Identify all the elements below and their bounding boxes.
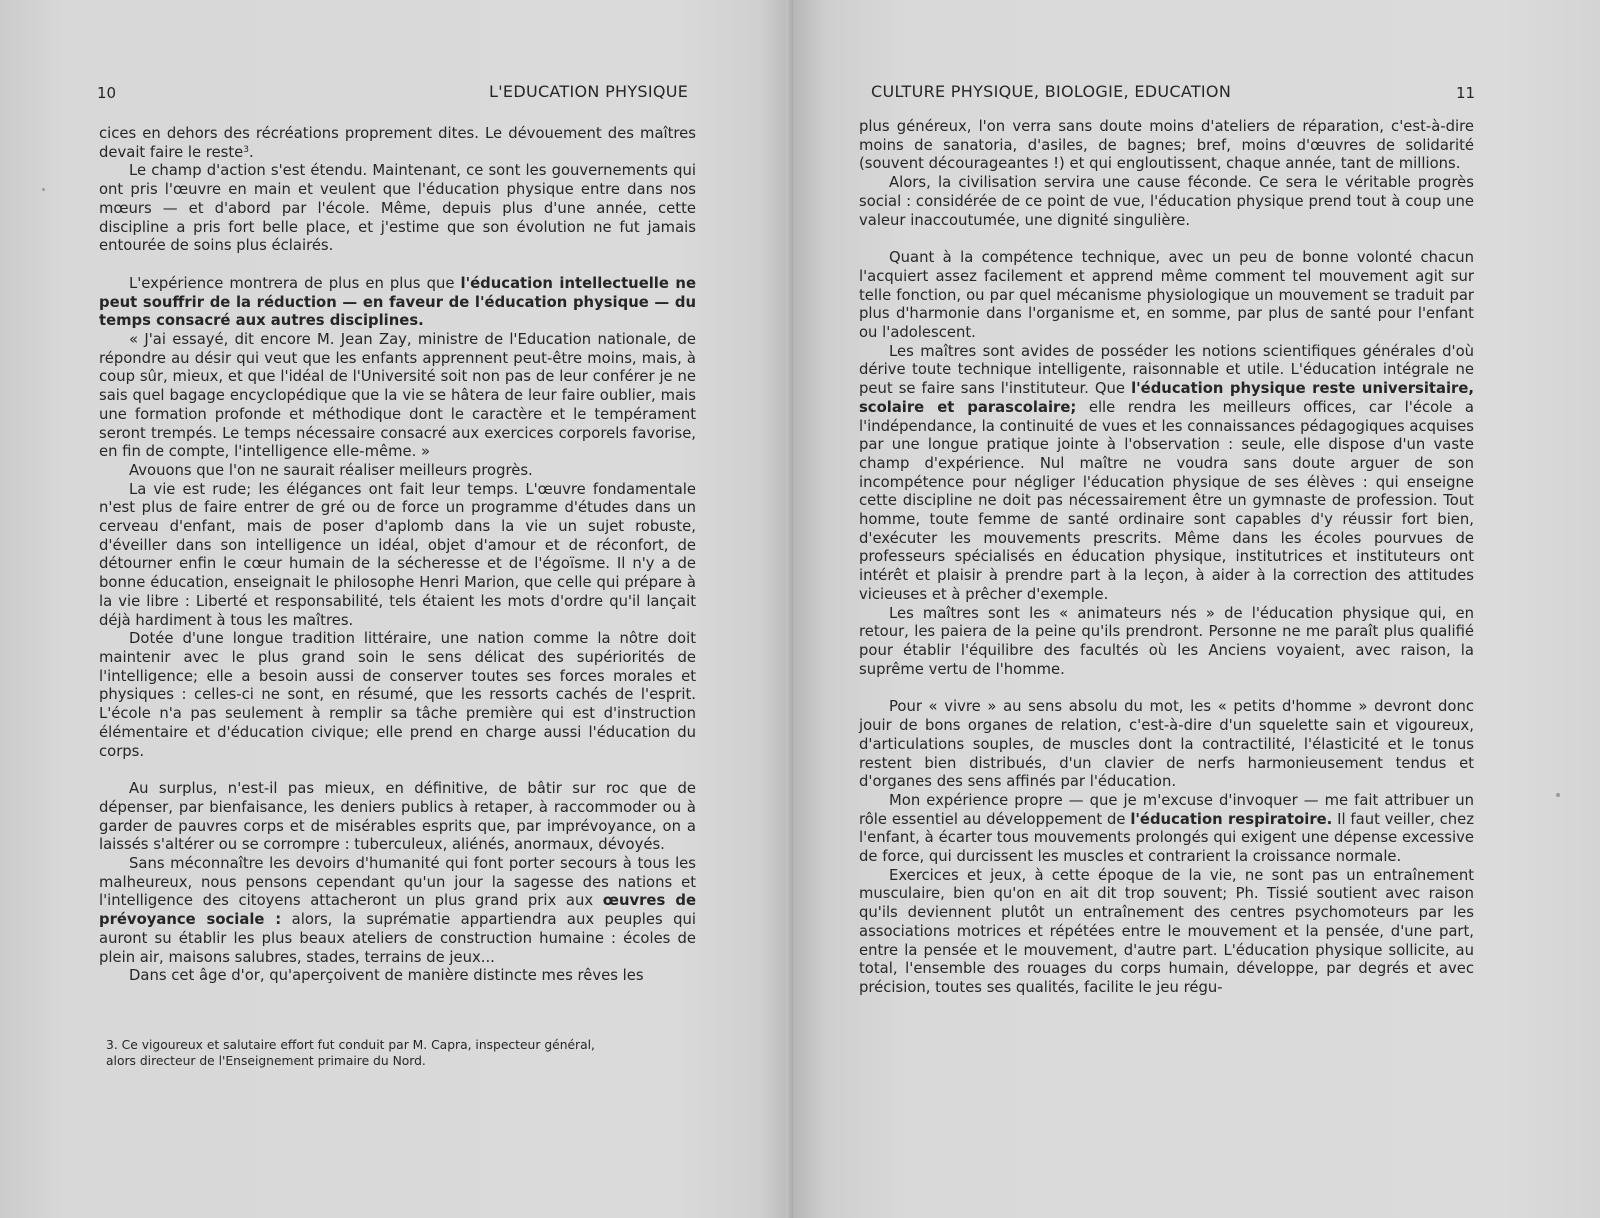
text-run: Dans cet âge d'or, qu'aperçoivent de manière distincte mes rêves les <box>129 967 644 985</box>
text-run: La vie est rude; les élégances ont fait leur temps. L'œuvre fondamentale n'est plus de faire entrer de gré ou de force un programme d'études dans un cerveau d'enfant, mais de poser d'aplomb dans la vie un sujet robuste, d'éveiller dans son intelligence un idéal, objet d'amour et de réconfort, de détourner enfin le cœur humain de la sécheresse et de l'égoïsme. Il n'y a de bonne éducation, enseignait le philosophe Henri Marion, que celle qui prépare à la vie libre : Liberté et responsabilité, tels étaient les mots d'ordre qu'il lançait déjà hardiment à tous les maîtres. <box>99 480 696 629</box>
text-run: . <box>249 143 254 161</box>
paragraph <box>859 867 1474 998</box>
page-body <box>99 125 696 986</box>
text-run: Quant à la compétence technique, avec un peu de bonne volonté chacun l'acquiert assez facilement et apprend même comment tel mouvement agit sur telle fonction, ou par quel mécanisme physiologique un mouvement se traduit par plus d'harmonie dans l'organisme et, en somme, par plus de santé pour l'enfant ou l'adolescent. <box>859 249 1474 342</box>
paragraph <box>99 162 696 256</box>
paragraph <box>99 331 696 462</box>
right-page <box>793 0 1600 1218</box>
left-page <box>0 0 793 1218</box>
paragraph <box>859 249 1474 343</box>
text-run: Il faut veiller, chez l'enfant, à écarter tous mouvements prolongés qui exigent une dépense excessive de force, qui durcissent les muscles et contrarient la croissance normale. <box>859 810 1474 866</box>
running-head: L'EDUCATION PHYSIQUE <box>489 82 689 101</box>
page-number: 10 <box>97 84 117 102</box>
paragraph <box>99 855 696 967</box>
paragraph <box>99 967 696 986</box>
text-run: Les maîtres sont avides de posséder les notions scientifiques générales d'où dérive toute technique intelligente, raisonnable et utile. L'éducation intégrale ne peut se faire sans l'instituteur. Que <box>859 342 1474 398</box>
paragraph <box>859 343 1474 605</box>
text-run: « J'ai essayé, dit encore M. Jean Zay, ministre de l'Education nationale, de répondre au désir qui veut que les enfants apprennent peut-être moins, mais, à coup sûr, mieux, et que l'idéal de l'Université soit non pas de leur conférer je ne sais quel bagage encyclopédique que la vie se hâtera de leur faire oublier, mais une formation profonde et méthodique dont le caractère et le tempérament seront trempés. Le temps nécessaire consacré aux exercices corporels favorise, en fin de compte, l'intelligence elle-même. » <box>99 331 696 461</box>
text-run: elle rendra les meilleurs offices, car l'école a l'indépendance, la continuité de vues et les connaissances pédagogiques acquises par une longue pratique jointe à l'observation : seule, elle dispose d'un vaste champ d'expérience. Nul maître ne voudra sans doute arguer de son incompétence pour négliger l'éducation physique de ses élèves : qui enseigne cette discipline ne doit pas nécessairement être un gymnaste de profession. Tout homme, toute femme de santé ordinaire sont capables d'y réussir fort bien, d'exécuter les mouvements prescrits. Même dans les écoles pourvues de professeurs spécialisés en éducation physique, institutrices et instituteurs ont intérêt et plaisir à prendre part à la leçon, à aider à la correction des attitudes vicieuses et à prêcher d'exemple. <box>859 398 1474 603</box>
paragraph <box>99 125 696 162</box>
paragraph <box>859 118 1474 174</box>
paragraph <box>99 275 696 331</box>
text-run: Sans méconnaître les devoirs d'humanité qui font porter secours à tous les malheureux, nous pensons cependant qu'un jour la sagesse des nations et l'intelligence des citoyens attacheront un plus grand prix aux <box>99 855 696 910</box>
text-run: Mon expérience propre — que je m'excuse d'invoquer — me fait attribuer un rôle essentiel au développement de <box>859 791 1474 828</box>
paragraph <box>859 605 1474 680</box>
footnote-line: 3. Ce vigoureux et salutaire effort fut conduit par M. Capra, inspecteur général, <box>106 1038 595 1052</box>
paragraph <box>859 698 1474 792</box>
footnote-ref: 3 <box>243 144 250 155</box>
footnote <box>106 1037 706 1069</box>
text-run: Pour « vivre » au sens absolu du mot, les « petits d'homme » devront donc jouir de bons organes de relation, c'est-à-dire d'un squelette sain et vigoureux, d'articulations souples, de muscles dont la contractilité, l'élasticité et le tonus restent bien distribués, d'un clavier de nerfs harmonieusement tendus et d'organes des sens affinés par l'éducation. <box>859 698 1474 791</box>
text-run: Au surplus, n'est-il pas mieux, en définitive, de bâtir sur roc que de dépenser, par bienfaisance, les deniers publics à retaper, à raccommoder ou à garder de pauvres corps et de misérables esprits que, par imprévoyance, on a laissés s'altérer ou se corrompre : tuberculeux, aliénés, anormaux, dévoyés. <box>99 780 696 854</box>
paper-mark <box>1556 793 1560 797</box>
text-run: Le champ d'action s'est étendu. Maintenant, ce sont les gouvernements qui ont pris l'œuvre en main et veulent que l'éducation physique entre dans nos mœurs — et d'abord par l'école. Même, depuis plus d'une année, cette discipline a pris fort belle place, et j'estime que son évolution ne fut jamais entourée de soins plus éclairés. <box>99 162 696 255</box>
bold-text: œuvres de prévoyance sociale : <box>99 892 696 929</box>
text-run: plus généreux, l'on verra sans doute moins d'ateliers de réparation, c'est-à-dire moins de sanatoria, d'asiles, de bagnes; bref, moins d'œuvres de solidarité (souvent décourageantes !) et qui engloutissent, chaque année, tant de millions. <box>859 118 1474 173</box>
text-run: Dotée d'une longue tradition littéraire, une nation comme la nôtre doit maintenir avec le plus grand soin le sens délicat des supériorités de l'intelligence; elle a besoin aussi de conserver toutes ses forces morales et physiques : celles-ci ne sont, en résumé, que les ressorts cachés de l'esprit. L'école n'a pas seulement à remplir sa tâche première qui est d'instruction élémentaire et d'éducation civique; elle prend en charge aussi l'éducation du corps. <box>99 630 696 760</box>
text-run: Avouons que l'on ne saurait réaliser meilleurs progrès. <box>129 461 533 479</box>
paragraph <box>859 792 1474 867</box>
footnote-line: alors directeur de l'Enseignement primaire du Nord. <box>106 1054 426 1068</box>
bold-text: l'éducation physique reste universitaire, scolaire et parascolaire; <box>859 380 1474 416</box>
text-run: alors, la suprématie appartiendra aux peuples qui auront su établir les plus beaux ateliers de construction humaine : écoles de plein air, maisons salubres, stades, terrains de jeux... <box>99 911 696 966</box>
text-run: L'expérience montrera de plus en plus que <box>129 274 461 292</box>
text-run: cices en dehors des récréations proprement dites. Le dévouement des maîtres devait faire le reste <box>99 125 696 161</box>
bold-text: l'éducation intellectuelle ne peut souffrir de la réduction — en faveur de l'éducation physique — du temps consacré aux autres disciplines. <box>99 274 696 330</box>
page-number: 11 <box>1456 84 1476 102</box>
text-run: Les maîtres sont les « animateurs nés » de l'éducation physique qui, en retour, les paiera de la peine qu'ils prendront. Personne ne me paraît plus qualifié pour établir l'équilibre des facultés où les Anciens voyaient, avec raison, la suprême vertu de l'homme. <box>859 604 1474 678</box>
page-body <box>859 118 1474 998</box>
text-run: Alors, la civilisation servira une cause féconde. Ce sera le véritable progrès social : considérée de ce point de vue, l'éducation physique prend tout à coup une valeur inaccoutumée, une dignité singulière. <box>859 174 1474 229</box>
paper-mark <box>42 188 45 191</box>
running-head: CULTURE PHYSIQUE, BIOLOGIE, EDUCATION <box>871 82 1232 101</box>
paragraph <box>99 462 696 481</box>
paragraph <box>859 174 1474 230</box>
text-run: Exercices et jeux, à cette époque de la vie, ne sont pas un entraînement musculaire, bien qu'on en ait dit trop souvent; Ph. Tissié soutient avec raison qu'ils deviennent plutôt un entraînement des centres psychomoteurs par les associations motrices et répétées entre le mouvement et la pensée, d'une part, entre la pensée et le mouvement, d'autre part. L'éducation physique sollicite, au total, l'ensemble des rouages du corps humain, développe, par degrés et avec précision, toutes ses qualités, facilite le jeu régu- <box>859 866 1474 996</box>
paragraph <box>99 630 696 761</box>
paragraph <box>99 780 696 855</box>
bold-text: l'éducation respiratoire. <box>1130 810 1333 828</box>
paragraph <box>99 481 696 631</box>
